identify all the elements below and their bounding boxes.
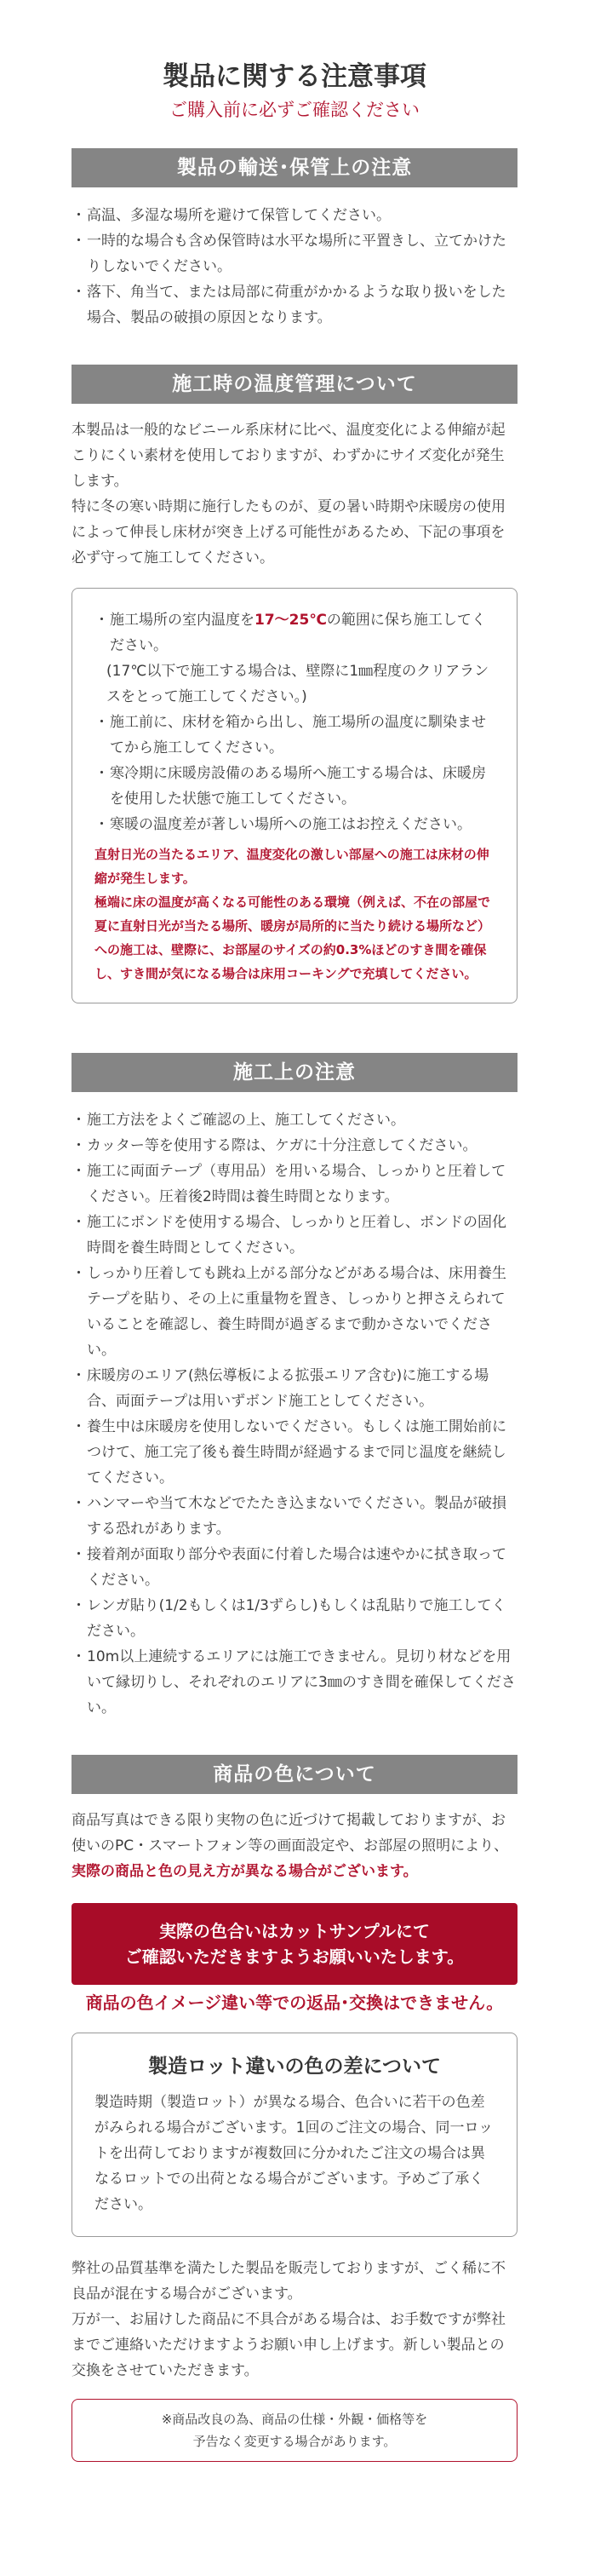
list-item: ・ 養生中は床暖房を使用しないでください。もしくは施工開始前につけて、施工完了後も養生時間が経過するまで同じ温度を継続してください。	[71, 1414, 518, 1491]
lot-difference-box	[71, 2033, 518, 2237]
list-item: ・ ハンマーや当て木などでたたき込まないでください。製品が破損する恐れがあります。	[71, 1491, 518, 1542]
installation-list	[71, 1107, 518, 1721]
temperature-paragraph-1: 本製品は一般的なビニール系床材に比べ、温度変化による伸縮が起こりにくい素材を使用しておりますが、わずかにサイズ変化が発生します。	[71, 422, 506, 490]
section-heading-transport: 製品の輸送･保管上の注意	[71, 148, 518, 187]
notice-line: 予告なく変更する場合があります。	[192, 2434, 397, 2449]
banner-line: 実際の色合いはカットサンプルにて	[159, 1921, 430, 1941]
list-item: ・ カッター等を使用する際は、ケガに十分注意してください。	[71, 1133, 518, 1159]
section-heading-color: 商品の色について	[71, 1755, 518, 1794]
list-item: ・ 寒暖の温度差が著しい場所への施工はお控えください。	[94, 812, 495, 837]
no-return-notice: 商品の色イメージ違い等での返品･交換はできません。	[85, 1992, 504, 2013]
list-item: ・ 10m以上連続するエリアには施工できません。見切り材などを用いて縁切りし、それぞれのエリアに3㎜のすき間を確保してください。	[71, 1644, 518, 1721]
list-item: ・ 寒冷期に床暖房設備のある場所へ施工する場合は、床暖房を使用した状態で施工してください。	[94, 761, 495, 812]
lot-difference-title: 製造ロット違いの色の差について	[147, 2056, 442, 2078]
color-paragraph-text: 商品写真はできる限り実物の色に近づけて掲載しておりますが、お使いのPC・スマートフォン等の画面設定や、お部屋の照明により、	[71, 1812, 509, 1854]
lot-difference-text: 製造時期（製造ロット）が異なる場合、色合いに若干の色差がみられる場合がございます。1回のご注文の場合、同一ロットを出荷しておりますが複数回に分かれたご注文の場合は異なるロットでの出荷となる場合がございます。予めご了承ください。	[94, 2094, 494, 2213]
list-item: ・ 施工にボンドを使用する場合、しっかりと圧着し、ボンドの固化時間を養生時間としてください。	[71, 1210, 518, 1261]
list-item: ・ 落下、角当て、または局部に荷重がかかるような取り扱いをした場合、製品の破損の原因となります。	[71, 279, 518, 331]
banner-line: ご確認いただきますようお願いいたします。	[124, 1946, 465, 1967]
list-item	[94, 607, 495, 658]
temperature-range: 17〜25℃	[254, 612, 327, 629]
quality-paragraph-1: 弊社の品質基準を満たした製品を販売しておりますが、ごく稀に不良品が混在する場合がございます。	[71, 2260, 506, 2303]
warning-text-2: 極端に床の温度が高くなる可能性のある環境（例えば、不在の部屋で夏に直射日光が当たる場所、暖房が局所的に当たり続ける場所など）への施工は、壁際に、お部屋のサイズの約0.3%ほどのすき間を確保し、すき間が気になる場合は床用コーキングで充填してください。	[94, 894, 491, 981]
quality-paragraph-2: 万が一、お届けした商品に不具合がある場合は、お手数ですが弊社までご連絡いただけますようお願い申し上げます。新しい製品との交換をさせていただきます。	[71, 2311, 506, 2379]
color-paragraph	[71, 1808, 518, 1884]
temperature-guidelines-box	[71, 588, 518, 1003]
page-subtitle: ご購入前に必ずご確認ください	[169, 100, 420, 120]
section-heading-temperature: 施工時の温度管理について	[71, 365, 518, 404]
list-item: ・ 高温、多湿な場所を避けて保管してください。	[71, 203, 518, 228]
spec-change-notice	[71, 2399, 518, 2462]
color-difference-emphasis: 実際の商品と色の見え方が異なる場合がございます。	[71, 1863, 418, 1880]
list-item: ・ 施工に両面テープ（専用品）を用いる場合、しっかりと圧着してください。圧着後2時間は養生時間となります。	[71, 1159, 518, 1210]
list-item: ・ 接着剤が面取り部分や表面に付着した場合は速やかに拭き取ってください。	[71, 1542, 518, 1593]
notice-line: ※商品改良の為、商品の仕様・外観・価格等を	[161, 2412, 428, 2427]
transport-list	[71, 203, 518, 331]
list-item: ・ 床暖房のエリア(熱伝導板による拡張エリア含む)に施工する場合、両面テープは用いずボンド施工としてください。	[71, 1363, 518, 1414]
list-item: ・ レンガ貼り(1/2もしくは1/3ずらし)もしくは乱貼りで施工してください。	[71, 1593, 518, 1644]
list-item-text: 施工場所の室内温度を	[110, 612, 254, 629]
section-heading-installation: 施工上の注意	[71, 1053, 518, 1092]
list-item: ・ 施工方法をよくご確認の上、施工してください。	[71, 1107, 518, 1133]
list-item-text: の範囲に保ち施工してください。	[110, 612, 486, 654]
temperature-guidelines-list-2	[94, 710, 495, 837]
list-item: ・ 一時的な場合も含め保管時は水平な場所に平置きし、立てかけたりしないでください。	[71, 228, 518, 279]
temperature-guidelines-list	[94, 607, 495, 658]
cut-sample-banner	[71, 1903, 518, 1985]
temperature-paragraph-2: 特に冬の寒い時期に施行したものが、夏の暑い時期や床暖房の使用によって伸長し床材が突き上げる可能性があるため、下記の事項を必ず守って施工してください。	[71, 498, 506, 566]
clearance-note: (17℃以下で施工する場合は、壁際に1㎜程度のクリアランスをとって施工してください。)	[106, 663, 489, 705]
list-item: ・ しっかり圧着しても跳ね上がる部分などがある場合は、床用養生テープを貼り、その上に重量物を置き、しっかりと押さえられていることを確認し、養生時間が過ぎるまで動かさないでください。	[71, 1261, 518, 1363]
list-item: ・ 施工前に、床材を箱から出し、施工場所の温度に馴染ませてから施工してください。	[94, 710, 495, 761]
warning-text-1: 直射日光の当たるエリア、温度変化の激しい部屋への施工は床材の伸縮が発生します。	[94, 847, 489, 886]
page-title: 製品に関する注意事項	[163, 61, 426, 92]
